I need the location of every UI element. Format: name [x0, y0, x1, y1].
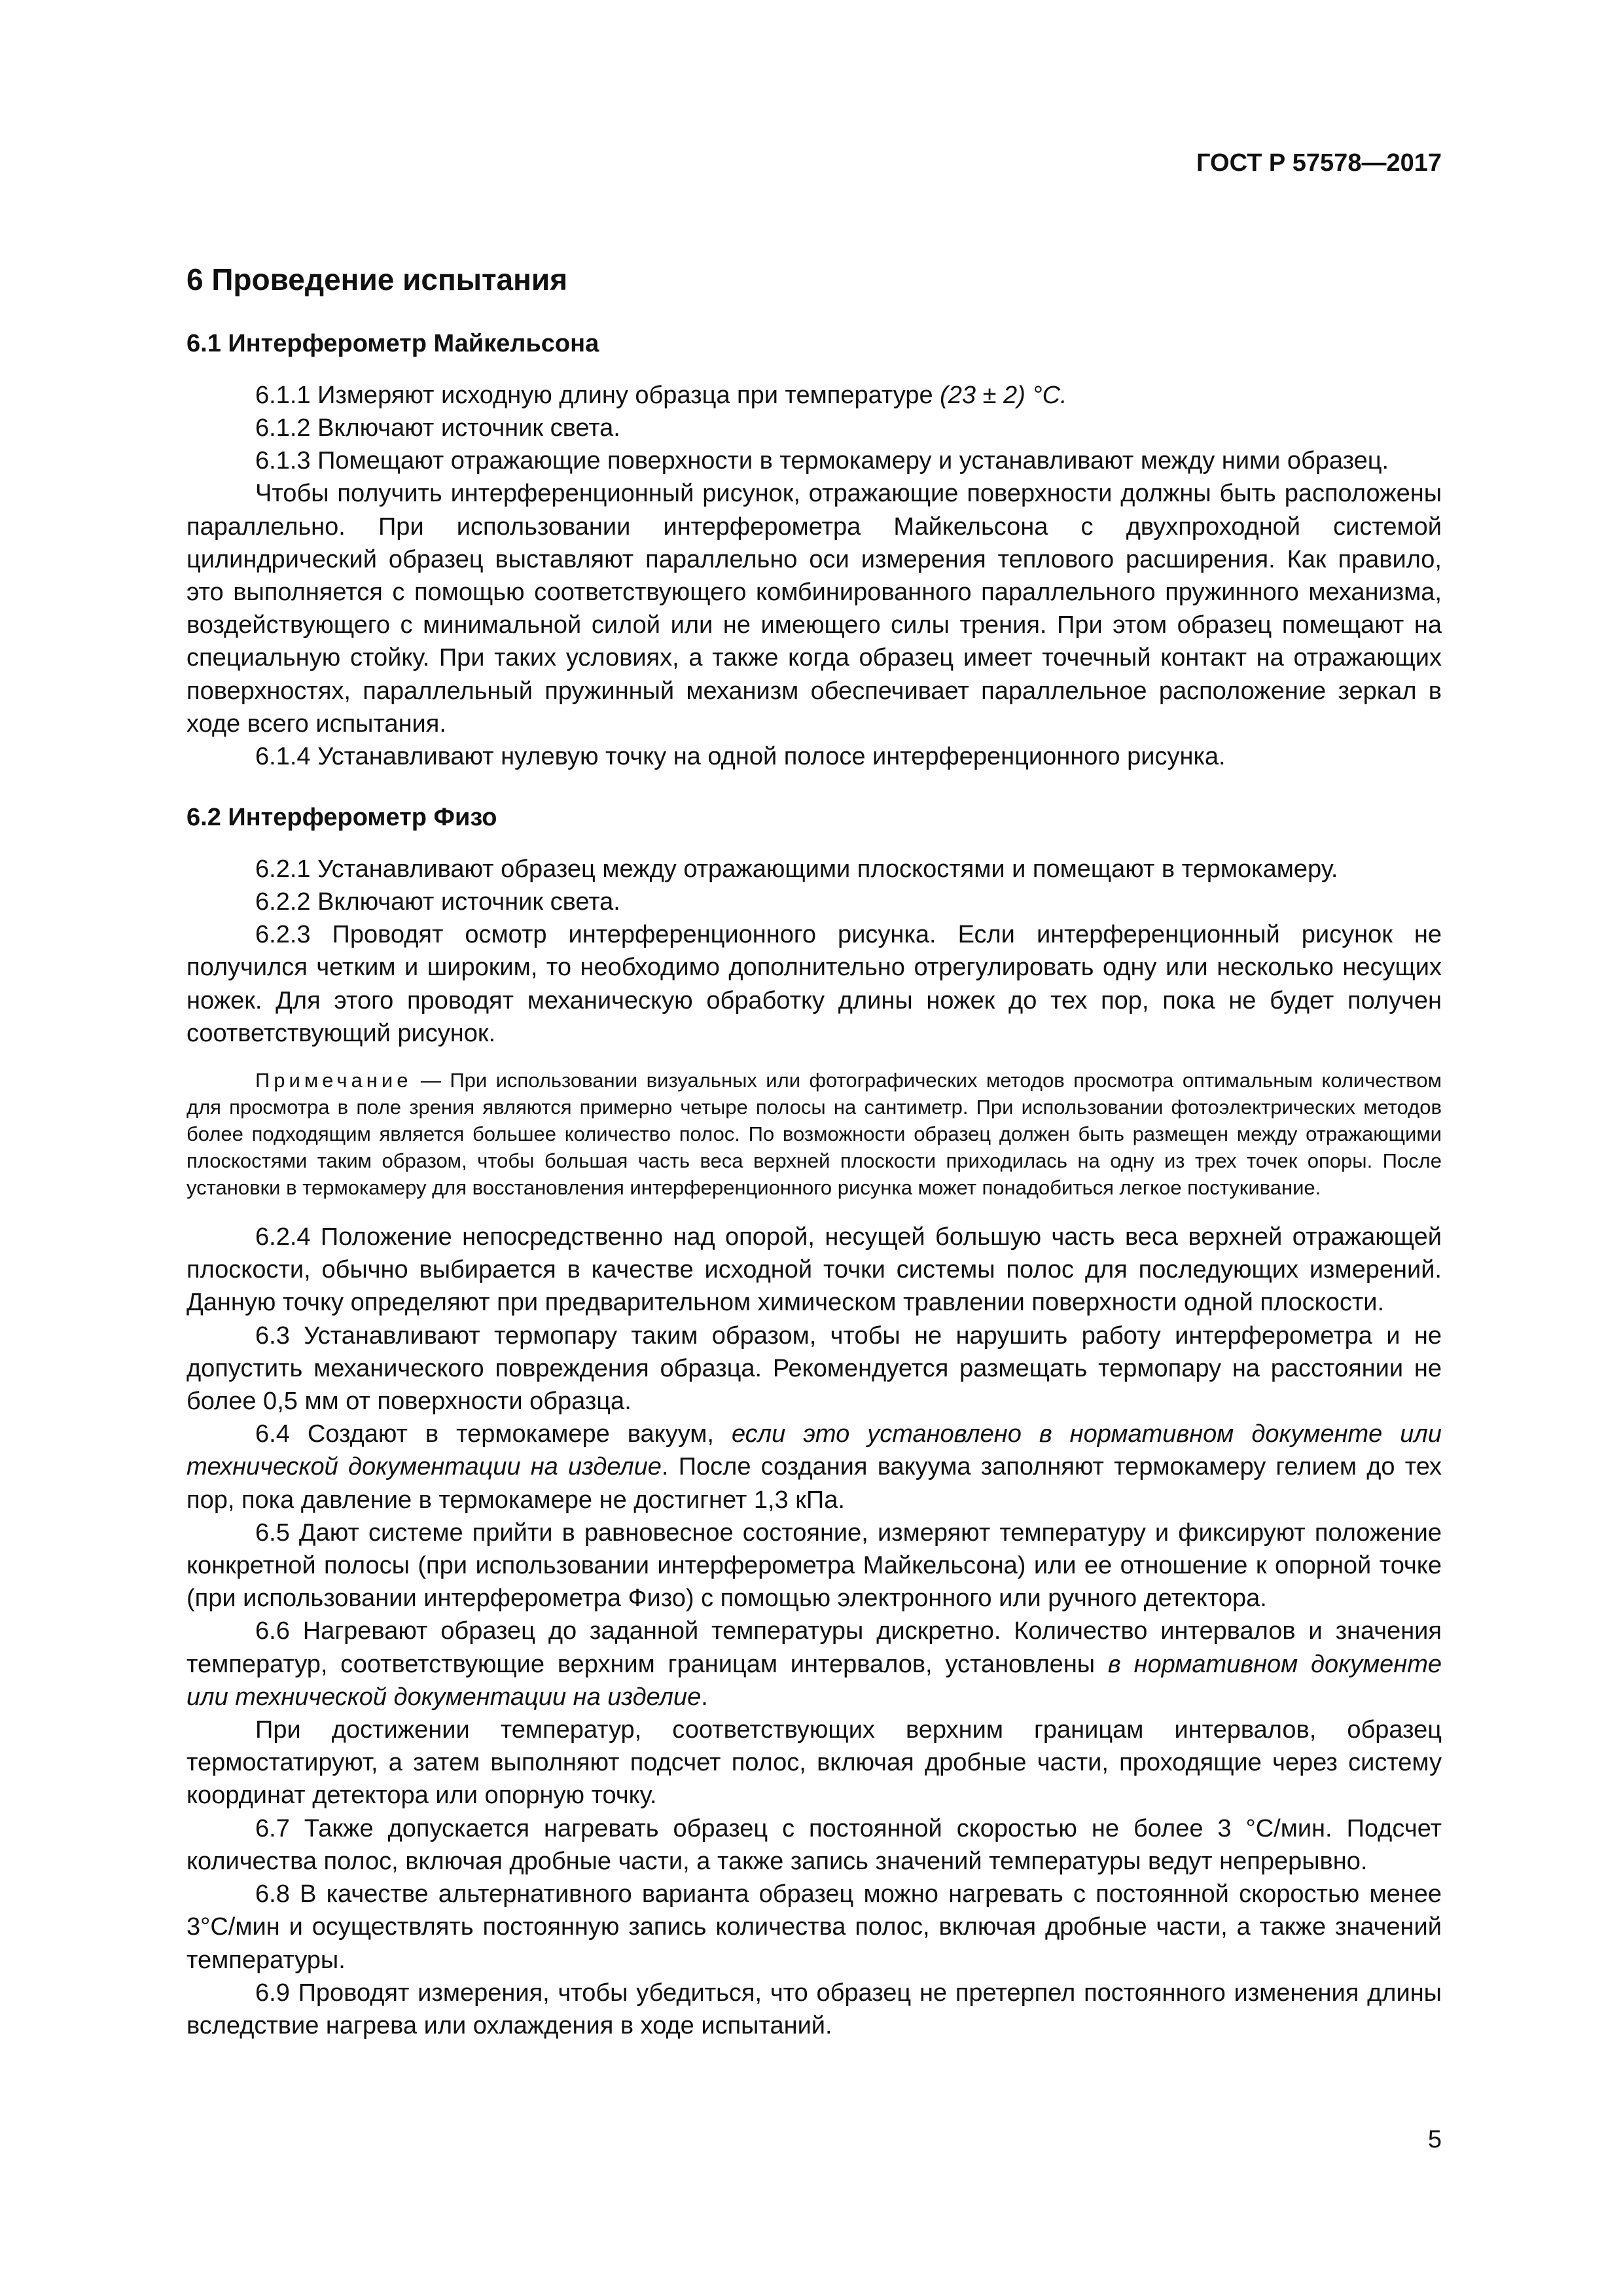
- paragraph-6-1-1: [187, 379, 1442, 412]
- paragraph-6-6-italic: в нормативном документе или технической документации на изделие: [187, 1650, 1442, 1711]
- paragraph-6-4-text: 6.4 Создают в термокамере вакуум,: [255, 1420, 732, 1448]
- note-text: — При использовании визуальных или фотографических методов просмотра оптимальным количеством для просмотра в поле зрения являются примерно четыре полосы на сантиметр. При использовании фотоэлектрических методов более подходящим является большее количество полос. По возможности образец должен быть размещен между отражающими плоскостями таким образом, чтобы большая часть веса верхней плоскости приходилась на одну из трех точек опоры. После установки в термокамеру для восстановления интерференционного рисунка может понадобиться легкое постукивание.: [187, 1069, 1442, 1200]
- section-title: 6 Проведение испытания: [187, 262, 568, 296]
- paragraph-6-4-italic: если это установлено в нормативном документе или технической документации на изделие: [187, 1420, 1442, 1481]
- paragraph-6-2-1: 6.2.1 Устанавливают образец между отражающими плоскостями и помещают в термокамеру.: [255, 855, 1338, 883]
- page-content: [187, 262, 1442, 2042]
- paragraph-6-3: 6.3 Устанавливают термопару таким образом, чтобы не нарушить работу интерферометра и не допустить механического повреждения образца. Рекомендуется размещать термопару на расстоянии не более 0,5 мм от поверхности образца.: [187, 1321, 1442, 1416]
- paragraph-6-1-4: 6.1.4 Устанавливают нулевую точку на одной полосе интерференционного рисунка.: [255, 743, 1226, 771]
- paragraph-6-4-end: . После создания вакуума заполняют термокамеру гелием до тех пор, пока давление в термокамере не достигнет 1,3 кПа.: [187, 1453, 1442, 1514]
- paragraph-6-4: [187, 1418, 1442, 1516]
- paragraph-6-1-3: 6.1.3 Помещают отражающие поверхности в термокамеру и устанавливают между ними образец.: [255, 447, 1389, 475]
- paragraph-6-2-2: 6.2.2 Включают источник света.: [255, 888, 620, 916]
- paragraph-6-7: 6.7 Также допускается нагревать образец с постоянной скоростью не более 3 °С/мин. Подсчет количества полос, включая дробные части, а также запись значений температуры ведут непрерывно.: [187, 1814, 1442, 1875]
- paragraph-6-1-1-text: 6.1.1 Измеряют исходную длину образца при температуре: [255, 381, 940, 409]
- note-label: Примечание: [255, 1069, 412, 1092]
- paragraph-6-2-3: 6.2.3 Проводят осмотр интерференционного рисунка. Если интерференционный рисунок не получился четким и широким, то необходимо дополнительно отрегулировать одну или несколько несущих ножек. Для этого проводят механическую обработку длины ножек до тех пор, пока не будет получен соответствующий рисунок.: [187, 921, 1442, 1047]
- document-code: ГОСТ Р 57578—2017: [1196, 149, 1442, 177]
- paragraph-6-1-3-detail: Чтобы получить интерференционный рисунок, отражающие поверхности должны быть расположены параллельно. При использовании интерферометра Майкельсона с двухпроходной системой цилиндрический образец выставляют параллельно оси измерения теплового расширения. Как правило, это выполняется с помощью соответствующего комбинированного параллельного пружинного механизма, воздействующего с минимальной силой или не имеющего силы трения. При этом образец помещают на специальную стойку. При таких условиях, а также когда образец имеет точечный контакт на отражающих поверхностях, параллельный пружинный механизм обеспечивает параллельное расположение зеркал в ходе всего испытания.: [187, 480, 1442, 738]
- temperature-value: (23 ± 2) °С.: [940, 381, 1067, 409]
- paragraph-6-9: 6.9 Проводят измерения, чтобы убедиться, что образец не претерпел постоянного изменения длины вследствие нагрева или охлаждения в ходе испытаний.: [187, 1979, 1442, 2039]
- subsection-title-6-1: 6.1 Интерферометр Майкельсона: [187, 330, 599, 358]
- paragraph-6-6-continued: При достижении температур, соответствующих верхним границам интервалов, образец термостатируют, а затем выполняют подсчет полос, включая дробные части, проходящие через систему координат детектора или опорную точку.: [187, 1716, 1442, 1810]
- paragraph-6-6-end: .: [701, 1683, 708, 1711]
- page-number: 5: [1427, 2126, 1442, 2153]
- paragraph-6-2-4: 6.2.4 Положение непосредственно над опорой, несущей большую часть веса верхней отражающей плоскости, обычно выбирается в качестве исходной точки системы полос для последующих измерений. Данную точку определяют при предварительном химическом травлении поверхности одной плоскости.: [187, 1223, 1442, 1317]
- note: [187, 1067, 1442, 1201]
- paragraph-6-5: 6.5 Дают системе прийти в равновесное состояние, измеряют температуру и фиксируют положение конкретной полосы (при использовании интерферометра Майкельсона) или ее отношение к опорной точке (при использовании интерферометра Физо) с помощью электронного или ручного детектора.: [187, 1518, 1442, 1613]
- subsection-title-6-2: 6.2 Интерферометр Физо: [187, 804, 497, 832]
- paragraph-6-6-text: 6.6 Нагревают образец до заданной температуры дискретно. Количество интервалов и значения температур, соответствующие верхним границам интервалов, установлены: [187, 1617, 1442, 1678]
- paragraph-6-8: 6.8 В качестве альтернативного варианта образец можно нагревать с постоянной скоростью менее 3°С/мин и осуществлять постоянную запись количества полос, включая дробные части, а также значений температуры.: [187, 1880, 1442, 1974]
- paragraph-6-1-2: 6.1.2 Включают источник света.: [255, 414, 620, 442]
- paragraph-6-6: [187, 1615, 1442, 1713]
